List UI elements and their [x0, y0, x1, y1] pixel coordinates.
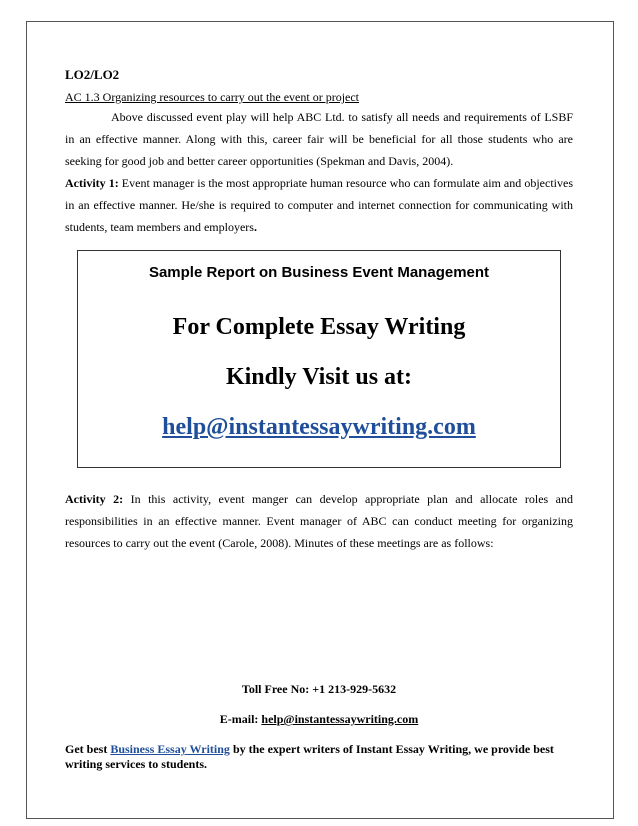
section-subheading: AC 1.3 Organizing resources to carry out the event or project: [65, 90, 360, 104]
section-heading: LO2/LO2: [65, 67, 120, 82]
cta-line: [65, 742, 573, 772]
email-label: E-mail:: [219, 712, 262, 726]
business-essay-writing-link[interactable]: Business Essay Writing: [110, 742, 230, 756]
toll-free-line: Toll Free No: +1 213-929-5632: [241, 682, 397, 696]
promo-line2: Kindly Visit us at:: [225, 364, 413, 390]
cta-suffix: by the expert writers of Instant Essay Writing, we provide best writing services to students.: [65, 742, 554, 771]
activity1-end: .: [253, 220, 257, 234]
footer-email-link[interactable]: help@instantessaywriting.com: [261, 712, 419, 726]
promo-box: [77, 250, 561, 468]
promo-email-link[interactable]: help@instantessaywriting.com: [162, 414, 476, 440]
promo-line1: For Complete Essay Writing: [172, 314, 466, 340]
promo-title: Sample Report on Business Event Management: [148, 264, 490, 281]
activity2-label: Activity 2:: [65, 492, 124, 506]
activity1-text: Event manager is the most appropriate human resource who can formulate aim and objectives in an effective manner. He/she is required to computer and internet connection for communicating with students, team members and employers: [65, 176, 573, 234]
page-footer: [65, 680, 573, 784]
document-body: [65, 66, 573, 554]
activity1-paragraph: [65, 172, 573, 238]
email-line: [65, 710, 573, 728]
activity1-label: Activity 1:: [65, 176, 119, 190]
intro-paragraph: Above discussed event play will help ABC Ltd. to satisfy all needs and requirements of LSBF in an effective manner. Along with this, career fair will be beneficial for all those students who are seeking for good job and better career opportunities (Spekman and Davis, 2004).: [65, 110, 573, 168]
activity2-text: In this activity, event manger can develop appropriate plan and allocate roles and responsibilities in an effective manner. Event manager of ABC can conduct meeting for organizing resources to carry out the event (Carole, 2008). Minutes of these meetings are as follows:: [65, 492, 573, 550]
activity2-paragraph: [65, 488, 573, 554]
cta-prefix: Get best: [65, 742, 111, 756]
